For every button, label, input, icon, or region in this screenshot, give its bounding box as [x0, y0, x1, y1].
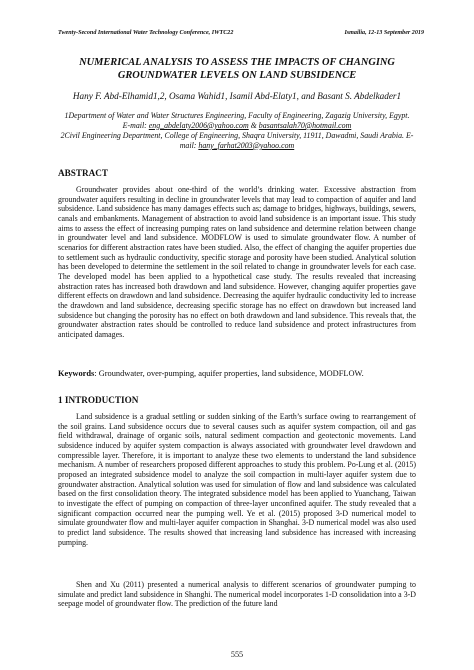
title-line-1: NUMERICAL ANALYSIS TO ASSESS THE IMPACTS OF CHANGING [79, 57, 395, 68]
running-header [58, 30, 424, 36]
page-number: 555 [230, 650, 244, 659]
keywords-text: : Groundwater, over-pumping, aquifer properties, land subsidence, MODFLOW. [94, 369, 364, 378]
affiliation-2-text: 2Civil Engineering Department, College of Engineering, Shaqra University, 11911, Dawadmi, Saudi Arabia. E-mail: [60, 131, 414, 150]
email-link-1[interactable]: eng_abdelaty2006@yahoo.com [148, 120, 249, 130]
affiliation-2 [60, 131, 414, 150]
email-link-3[interactable]: hany_farhat2003@yahoo.com [198, 140, 295, 150]
introduction-paragraph-2: Shen and Xu (2011) presented a numerical analysis to different scenarios of groundwater pumping to simulate and predict land subsidence in Shanghi. The numerical model incorporates 1-D consolidation into a 3-D seepage model of groundwater flow. The prediction of the future land [58, 580, 416, 609]
email-link-2[interactable]: basantsalah70@hotmail.com [258, 120, 352, 130]
abstract-heading: ABSTRACT [58, 168, 109, 178]
keywords-line [58, 369, 416, 378]
paper-title [40, 57, 434, 82]
introduction-heading: 1 INTRODUCTION [58, 395, 139, 405]
affiliation-1 [60, 111, 414, 130]
title-line-2: GROUNDWATER LEVELS ON LAND SUBSIDENCE [117, 69, 357, 81]
conference-location-date: Ismailia, 12-13 September 2019 [344, 30, 424, 36]
keywords-label: Keywords [58, 369, 95, 378]
conference-name: Twenty-Second International Water Technology Conference, IWTC22 [58, 30, 234, 36]
affiliation-1-text: 1Department of Water and Water Structures Engineering, Faculty of Engineering, Zagazig University, Egypt. E-mail: [64, 111, 410, 130]
email-separator: & [248, 120, 259, 130]
authors-line: Hany F. Abd-Elhamid1,2, Osama Wahid1, Isamil Abd-Elaty1, and Basant S. Abdelkader1 [72, 91, 402, 101]
abstract-paragraph: Groundwater provides about one-third of the world’s drinking water. Excessive abstraction from groundwater aquifers resulting in decline in groundwater levels that may lead to compaction of aquifer and land subsidence. Land subsidence has many damages effects such as; damage to bridges, highways, buildings, sewers, canals and embankments. Management of abstraction to avoid land subsidence is an important issue. This study aims to assess the effect of increasing pumping rates on land subsidence and determine relation between change in groundwater level and land subsidence. MODFLOW is used to simulate groundwater flow. A number of scenarios for different abstraction rates have been studied. Also, the effect of changing the aquifer properties due to settlement such as hydraulic conductivity, specific storage and porosity have been studied. Analytical solution has been developed to determine the settlement in the soil related to change in groundwater levels for each case. The developed model has been applied to a hypothetical case study. The results revealed that increasing abstraction rates has increased both drawdown and land subsidence. However, changing aquifer properties gave different effects on drawdown and land subsidence. Decreasing the aquifer hydraulic conductivity led to increase the drawdown and land subsidence, decreasing specific storage has no effect on drawdown but increased land subsidence but changing the porosity has no effect on both drawdown and land subsidence. This reveals that, the groundwater abstraction rates should be controlled to reduce land subsidence and protect infrastructures from anticipated damages. [58, 185, 416, 339]
introduction-paragraph-1: Land subsidence is a gradual settling or sudden sinking of the Earth’s surface owing to rearrangement of the soil grains. Land subsidence occurs due to several causes such as aquifer system compaction, oil and gas field withdrawal, drainage of organic soils, natural sediment compaction and geotectonic movements. Land subsidence induced by aquifer system compaction is always associated with groundwater level drawdown and compressible layer. Therefore, it is important to analyze these two elements to understand the land subsidence mechanism. A number of researchers proposed different approaches to study this problem. Po-Lung et al. (2015) proposed an integrated subsidence model to analyze the soil compaction in multi-layer aquifer system due to groundwater abstraction. Analytical solution was used for simulation of flow and land subsidence was calculated based on the first consolidation theory. The integrated subsidence model has been applied to Yuanchang, Taiwan to investigate the effect of pumping on compaction of three-layer unconfined aquifer. The study revealed that a significant compaction occurred near the pumping well. Ye et al. (2015) proposed 3-D numerical model to simulate groundwater flow and multi-layer aquifer compaction in Shanghai. 3-D numerical model was also used to predict land subsidence. The results showed that increasing land subsidence has increased with increasing pumping. [58, 412, 416, 547]
